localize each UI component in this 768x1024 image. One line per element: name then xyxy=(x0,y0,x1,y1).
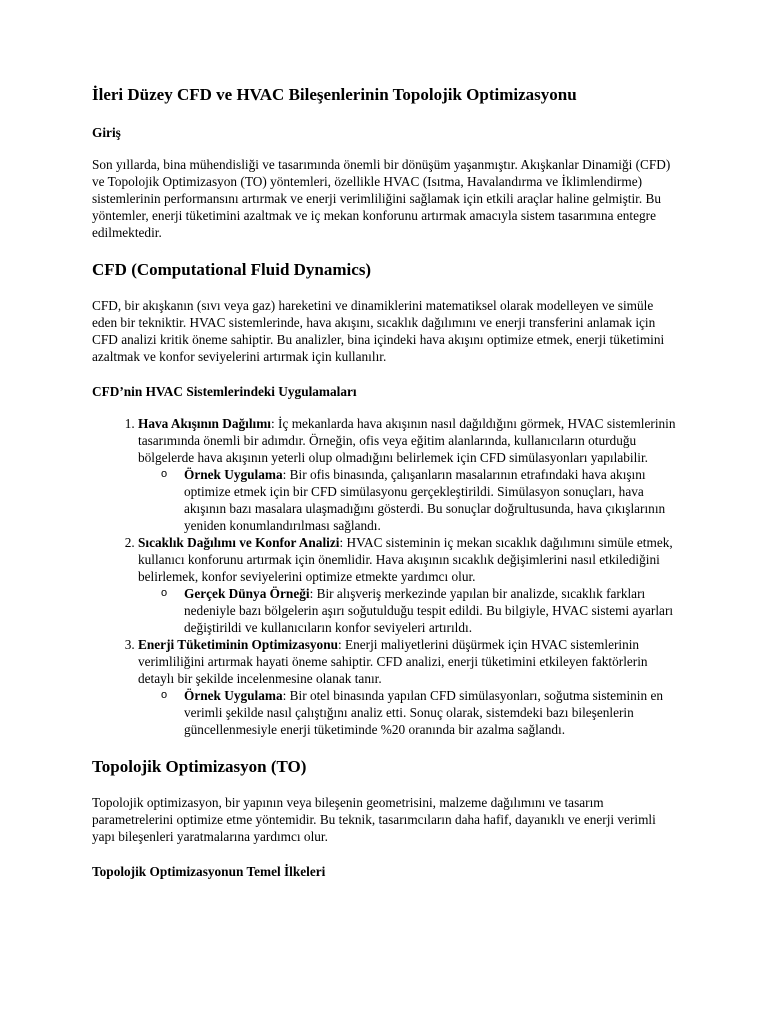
example-list xyxy=(138,687,676,738)
list-item-text: : Enerji maliyetlerini düşürmek için HVAC sistemlerinin verimliliğini artırmak hayati öneme sahiptir. CFD analizi, enerji tüketimini etkileyen faktörlerin detaylı bir şekilde incelenmesine olanak tanır. xyxy=(138,637,648,686)
example-item xyxy=(184,466,676,534)
cfd-applications-heading: CFD’nin HVAC Sistemlerindeki Uygulamaları xyxy=(92,384,357,399)
example-text: : Bir alışveriş merkezinde yapılan bir analizde, sıcaklık farkları nedeniyle bazı bölgelerin aşırı soğutulduğu tespit edildi. Bu bilgiyle, HVAC sistemi ayarları değiştirildi ve kullanıcıların konfor seviyeleri artırıldı. xyxy=(184,586,674,635)
to-principles-heading: Topolojik Optimizasyonun Temel İlkeleri xyxy=(92,864,326,879)
cfd-paragraph: CFD, bir akışkanın (sıvı veya gaz) hareketini ve dinamiklerini matematiksel olarak modelleyen ve simüle eden bir tekniktir. HVAC sistemlerinde, hava akışını, sıcaklık dağılımını ve enerji transferini anlamak için CFD analizi kritik öneme sahiptir. Bu analizler, bina içindeki hava akışını optimize etmek, enerji tüketimini azaltmak ve konfor seviyelerini artırmak için kullanılır. xyxy=(92,298,665,364)
list-item xyxy=(138,534,676,636)
list-item xyxy=(138,636,676,738)
list-item xyxy=(138,415,676,534)
example-title: Örnek Uygulama xyxy=(184,688,283,703)
intro-paragraph: Son yıllarda, bina mühendisliği ve tasarımında önemli bir dönüşüm yaşanmıştır. Akışkanlar Dinamiği (CFD) ve Topolojik Optimizasyon (TO) yöntemleri, özellikle HVAC (Isıtma, Havalandırma ve İklimlendirme) sistemlerinin performansını artırmak ve enerji verimliliğini sağlamak için etkili araçlar haline gelmiştir. Bu yöntemler, enerji tüketimini azaltmak ve iç mekan konforunu artırmak amacıyla sistem tasarımına entegre edilmektedir. xyxy=(92,157,671,240)
example-text: : Bir ofis binasında, çalışanların masalarının etrafındaki hava akışını optimize etmek için bir CFD simülasyonu gerçekleştirildi. Simülasyon sonuçları, hava akışının bazı masalara ulaşmadığını gösterdi. Bu sonuçlar doğrultusunda, hava çıkışlarının yeniden konumlandırılması sağlandı. xyxy=(184,467,666,533)
list-item-title: Hava Akışının Dağılımı xyxy=(138,416,272,431)
to-paragraph: Topolojik optimizasyon, bir yapının veya bileşenin geometrisini, malzeme dağılımını ve tasarım parametrelerini optimize etme yöntemidir. Bu teknik, tasarımcıların daha hafif, dayanıklı ve enerji verimli yapı bileşenleri yaratmalarına yardımcı olur. xyxy=(92,795,656,844)
example-title: Gerçek Dünya Örneği xyxy=(184,586,310,601)
intro-heading: Giriş xyxy=(92,125,121,140)
to-heading: Topolojik Optimizasyon (TO) xyxy=(92,757,307,776)
example-title: Örnek Uygulama xyxy=(184,467,283,482)
example-item xyxy=(184,585,676,636)
example-item xyxy=(184,687,676,738)
list-item-text: : HVAC sisteminin iç mekan sıcaklık dağılımını simüle etmek, kullanıcı konforunu artırmak için önemlidir. Hava akışının sıcaklık değişimlerini nasıl etkilediğini belirlemek, konfor seviyelerini optimize etmekte yardımcı olur. xyxy=(138,535,673,584)
list-item-title: Enerji Tüketiminin Optimizasyonu xyxy=(138,637,338,652)
example-list xyxy=(138,585,676,636)
example-text: : Bir otel binasında yapılan CFD simülasyonları, soğutma sisteminin en verimli şekilde nasıl çalıştığını analiz etti. Sonuç olarak, sistemdeki bazı bileşenlerin güncellenmesiyle enerji tüketiminde %20 oranında bir azalma sağlandı. xyxy=(184,688,664,737)
list-item-text: : İç mekanlarda hava akışının nasıl dağıldığını görmek, HVAC sistemlerinin tasarımında önemli bir adımdır. Örneğin, ofis veya eğitim alanlarında, kullanıcıların oturduğu bölgelerde hava akışının yeterli olup olmadığını belirlemek için CFD simülasyonları yapılabilir. xyxy=(138,416,676,465)
cfd-applications-list xyxy=(92,415,676,738)
document-title: İleri Düzey CFD ve HVAC Bileşenlerinin Topolojik Optimizasyonu xyxy=(92,85,577,104)
cfd-heading: CFD (Computational Fluid Dynamics) xyxy=(92,260,372,279)
list-item-title: Sıcaklık Dağılımı ve Konfor Analizi xyxy=(138,535,340,550)
example-list xyxy=(138,466,676,534)
